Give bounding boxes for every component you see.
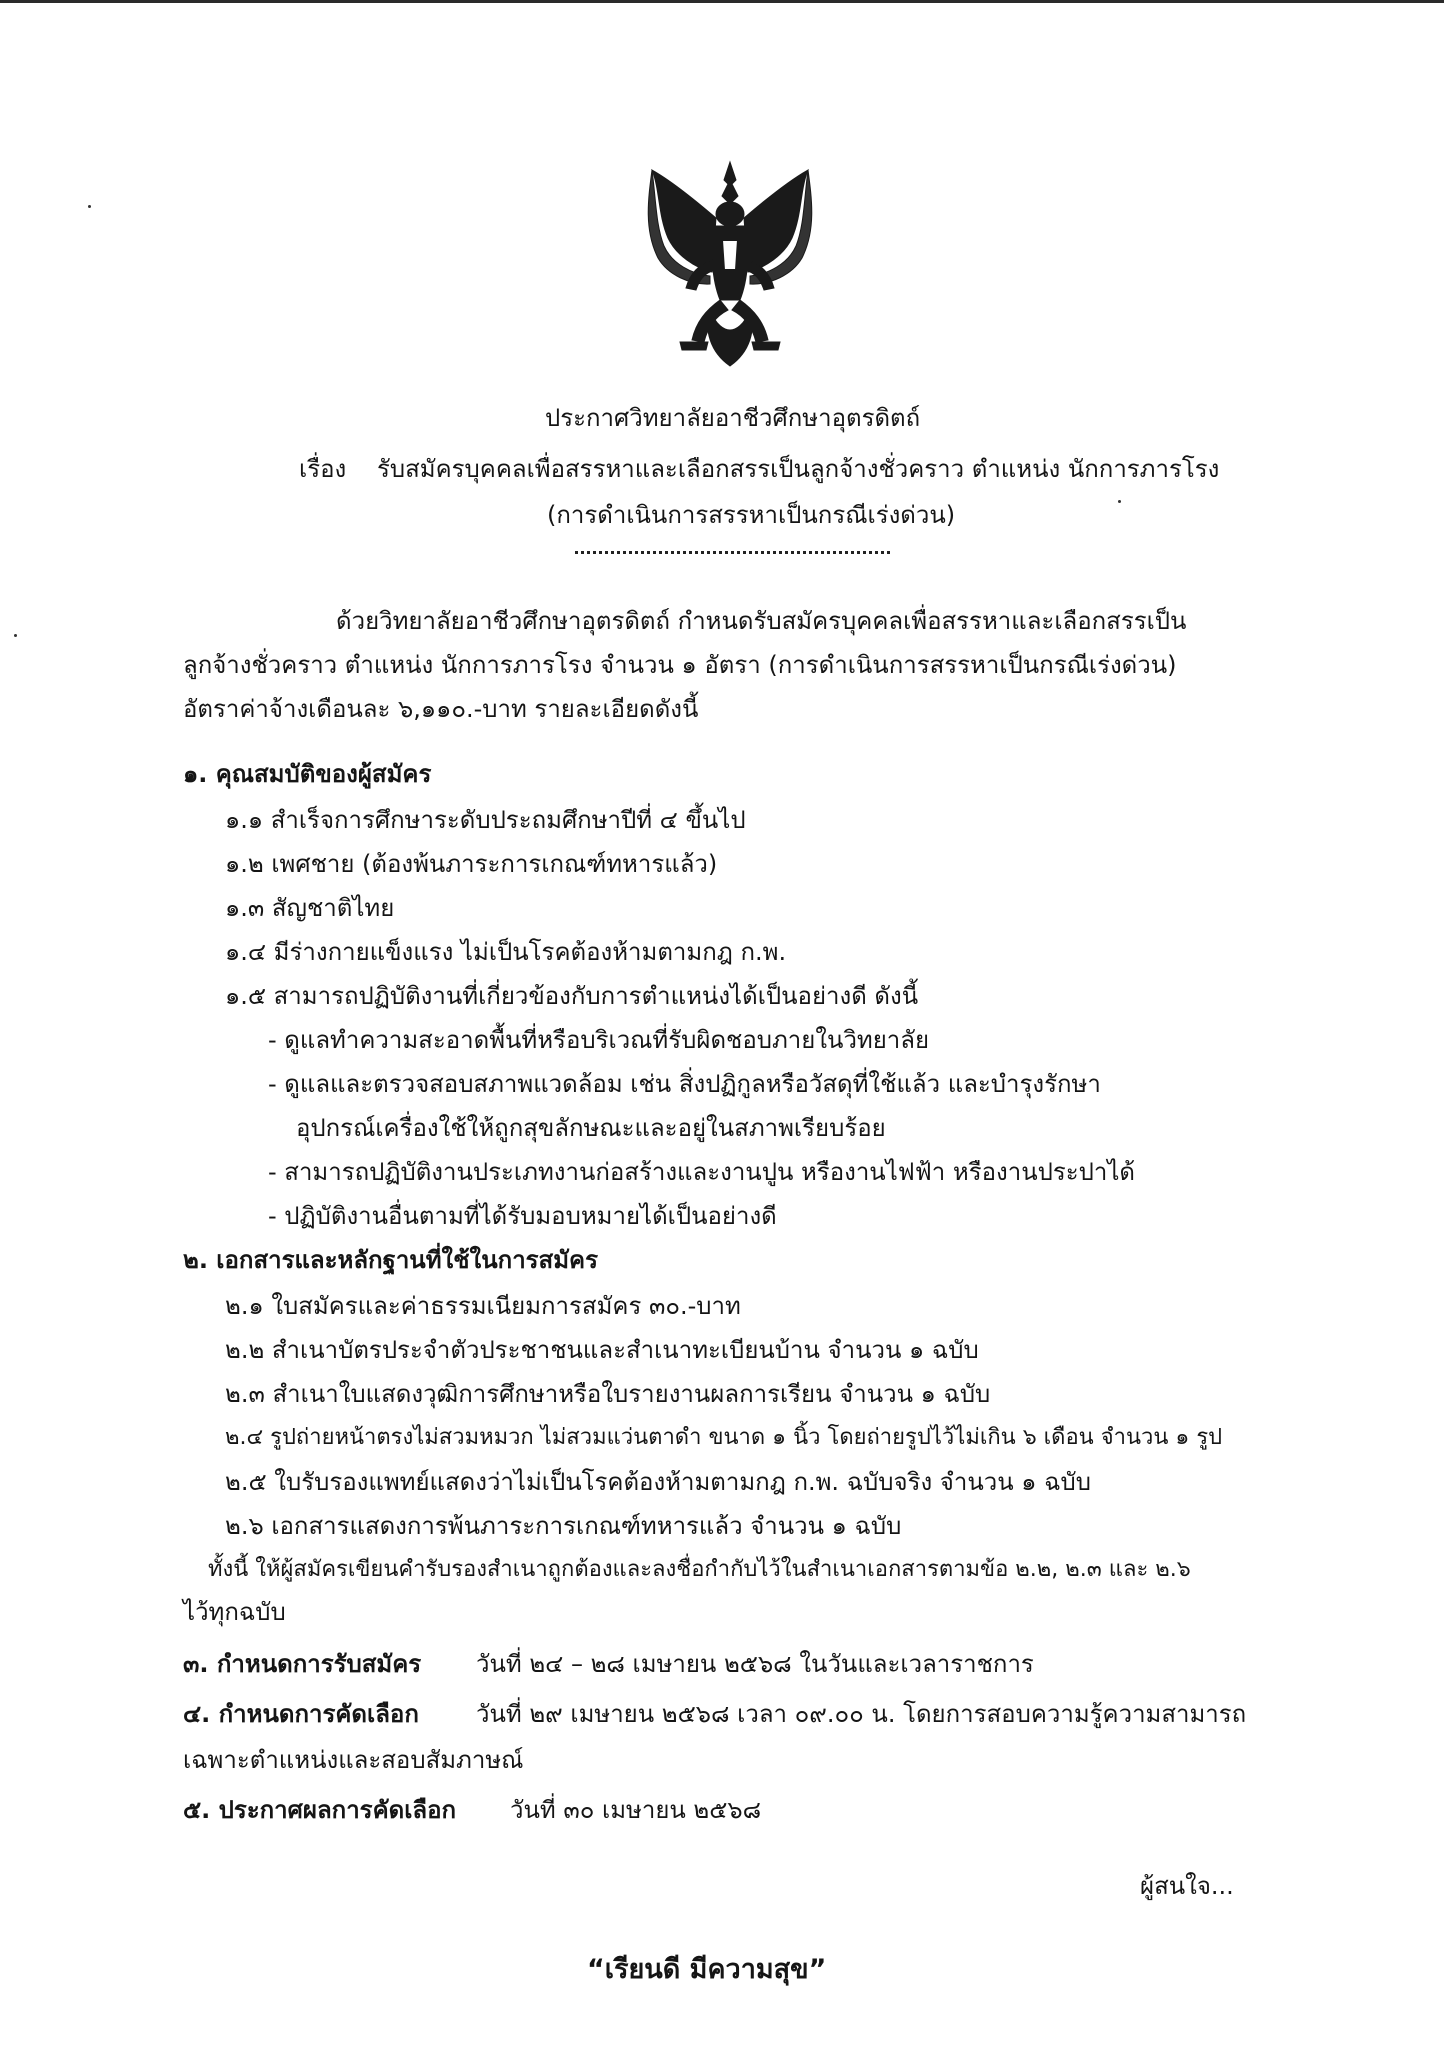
duty-item-continued: อุปกรณ์เครื่องใช้ให้ถูกสุขลักษณะและอยู่ในสภาพเรียบร้อย (296, 1114, 886, 1142)
duty-item: - ดูแลทำความสะอาดพื้นที่หรือบริเวณที่รับผิดชอบภายในวิทยาลัย (268, 1026, 930, 1054)
section-1-heading: ๑. คุณสมบัติของผู้สมัคร (183, 760, 432, 788)
duty-item: - สามารถปฏิบัติงานประเภทงานก่อสร้างและงานปูน หรืองานไฟฟ้า หรืองานประปาได้ (268, 1158, 1135, 1186)
document-item: ๒.๖ เอกสารแสดงการพ้นภาระการเกณฑ์ทหารแล้ว จำนวน ๑ ฉบับ (225, 1512, 902, 1540)
announcement-date: วันที่ ๓๐ เมษายน ๒๕๖๘ (510, 1796, 762, 1824)
document-note: ทั้งนี้ ให้ผู้สมัครเขียนคำรับรองสำเนาถูกต้องและลงชื่อกำกับไว้ในสำเนาเอกสารตามข้อ ๒.๒, ๒.๓ และ ๒.๖ (208, 1557, 1191, 1582)
intro-line-3: อัตราค่าจ้างเดือนละ ๖,๑๑๐.-บาท รายละเอียดดังนี้ (183, 695, 699, 723)
document-item: ๒.๔ รูปถ่ายหน้าตรงไม่สวมหมวก ไม่สวมแว่นตาดำ ขนาด ๑ นิ้ว โดยถ่ายรูปไว้ไม่เกิน ๖ เดือน จำนวน ๑ รูป (225, 1425, 1223, 1450)
subject-label: เรื่อง (299, 455, 347, 483)
subtitle: (การดำเนินการสรรหาเป็นกรณีเร่งด่วน) (547, 501, 956, 529)
top-border (0, 0, 1444, 3)
scan-speck (14, 634, 17, 637)
subject-text: รับสมัครบุคคลเพื่อสรรหาและเลือกสรรเป็นลูกจ้างชั่วคราว ตำแหน่ง นักการภารโรง (377, 455, 1220, 483)
duty-item: - ดูแลและตรวจสอบสภาพแวดล้อม เช่น สิ่งปฏิกูลหรือวัสดุที่ใช้แล้ว และบำรุงรักษา (268, 1070, 1101, 1098)
scan-speck (1118, 500, 1121, 503)
qualification-item: ๑.๔ มีร่างกายแข็งแรง ไม่เป็นโรคต้องห้ามตามกฎ ก.พ. (225, 938, 787, 966)
document-item: ๒.๕ ใบรับรองแพทย์แสดงว่าไม่เป็นโรคต้องห้ามตามกฎ ก.พ. ฉบับจริง จำนวน ๑ ฉบับ (225, 1468, 1091, 1496)
qualification-item: ๑.๑ สำเร็จการศึกษาระดับประถมศึกษาปีที่ ๔ ขึ้นไป (225, 806, 746, 834)
section-4-heading: ๔. กำหนดการคัดเลือก (183, 1700, 419, 1728)
qualification-item: ๑.๕ สามารถปฏิบัติงานที่เกี่ยวข้องกับการตำแหน่งได้เป็นอย่างดี ดังนี้ (225, 982, 919, 1010)
duty-item: - ปฏิบัติงานอื่นตามที่ได้รับมอบหมายได้เป็นอย่างดี (268, 1202, 777, 1230)
document-item: ๒.๑ ใบสมัครและค่าธรรมเนียมการสมัคร ๓๐.-บาท (225, 1292, 741, 1320)
section-3-heading: ๓. กำหนดการรับสมัคร (183, 1650, 422, 1678)
application-period: วันที่ ๒๔ – ๒๘ เมษายน ๒๕๖๘ ในวันและเวลาราชการ (476, 1650, 1034, 1678)
scan-speck (88, 205, 91, 208)
motto: “เรียนดี มีความสุข” (587, 1954, 827, 1985)
section-5-heading: ๕. ประกาศผลการคัดเลือก (183, 1796, 457, 1824)
intro-line-1: ด้วยวิทยาลัยอาชีวศึกษาอุตรดิตถ์ กำหนดรับสมัครบุคคลเพื่อสรรหาและเลือกสรรเป็น (336, 607, 1187, 635)
document-note-continued: ไว้ทุกฉบับ (183, 1598, 286, 1626)
document-item: ๒.๓ สำเนาใบแสดงวุฒิการศึกษาหรือใบรายงานผลการเรียน จำนวน ๑ ฉบับ (225, 1380, 991, 1408)
qualification-item: ๑.๓ สัญชาติไทย (225, 894, 395, 922)
page-title: ประกาศวิทยาลัยอาชีวศึกษาอุตรดิตถ์ (545, 404, 921, 432)
qualification-item: ๑.๒ เพศชาย (ต้องพ้นภาระการเกณฑ์ทหารแล้ว) (225, 850, 718, 878)
dotted-separator (575, 551, 890, 554)
intro-line-2: ลูกจ้างชั่วคราว ตำแหน่ง นักการภารโรง จำนวน ๑ อัตรา (การดำเนินการสรรหาเป็นกรณีเร่งด่วน) (183, 651, 1177, 679)
selection-date-continued: เฉพาะตำแหน่งและสอบสัมภาษณ์ (183, 1746, 524, 1774)
selection-date: วันที่ ๒๙ เมษายน ๒๕๖๘ เวลา ๐๙.๐๐ น. โดยการสอบความรู้ความสามารถ (476, 1700, 1247, 1728)
section-2-heading: ๒. เอกสารและหลักฐานที่ใช้ในการสมัคร (183, 1246, 598, 1274)
document-item: ๒.๒ สำเนาบัตรประจำตัวประชาชนและสำเนาทะเบียนบ้าน จำนวน ๑ ฉบับ (225, 1336, 979, 1364)
continued-marker: ผู้สนใจ... (1140, 1872, 1234, 1900)
garuda-emblem-icon (640, 160, 820, 370)
